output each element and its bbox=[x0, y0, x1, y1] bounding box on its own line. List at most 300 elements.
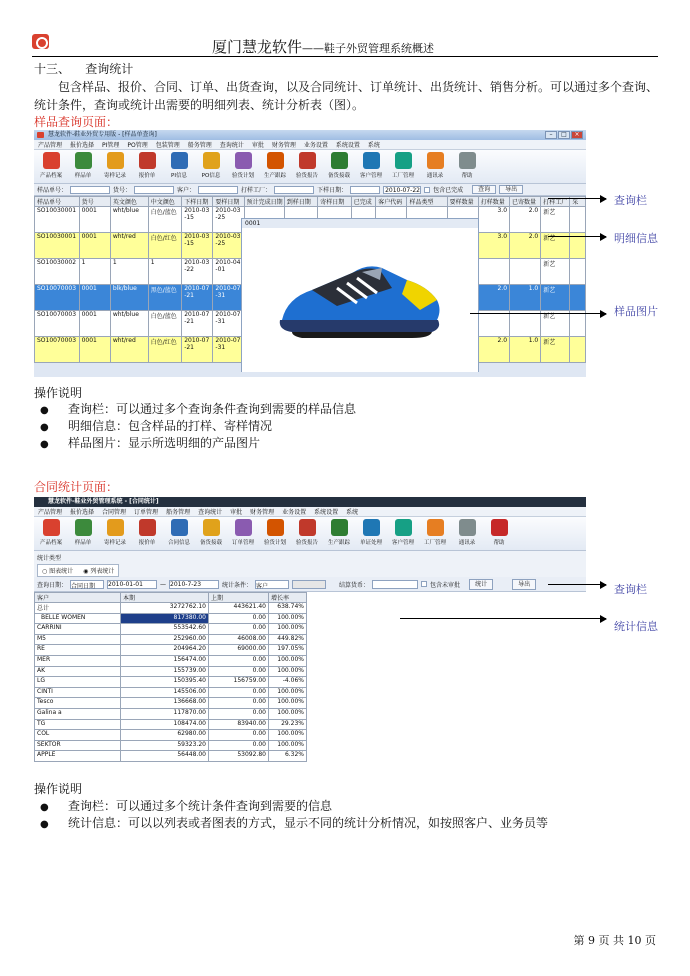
menu-item[interactable]: 系统设置 bbox=[335, 142, 360, 149]
close-button[interactable]: × bbox=[571, 131, 583, 139]
tool-icon bbox=[139, 152, 156, 169]
tool-icon bbox=[235, 152, 252, 169]
column-header[interactable]: 寄样日期 bbox=[318, 197, 351, 207]
column-header[interactable]: 要样日期 bbox=[213, 197, 244, 207]
toolbar-button[interactable] bbox=[230, 519, 256, 546]
table-cell: CARRINI bbox=[35, 624, 121, 635]
column-header[interactable]: 到样日期 bbox=[284, 197, 317, 207]
table-cell: 2010-03-15 bbox=[182, 233, 213, 259]
toolbar-button[interactable] bbox=[166, 152, 192, 179]
table-cell: 59323.20 bbox=[121, 740, 209, 751]
toolbar-button[interactable] bbox=[358, 519, 384, 546]
tool-label: 样品单 bbox=[74, 540, 92, 546]
table-cell bbox=[478, 311, 509, 337]
note-item: ● 统计信息：可以以列表或者图表的方式，显示不同的统计分析情况，如按照客户、业务员等 bbox=[34, 815, 548, 832]
toolbar-button[interactable] bbox=[262, 152, 288, 179]
menu-item[interactable]: 系统设置 bbox=[314, 509, 339, 516]
maximize-button[interactable]: □ bbox=[558, 131, 570, 139]
page-footer: 第 9 页 共 10 页 bbox=[573, 934, 656, 947]
currency-select[interactable] bbox=[372, 580, 418, 589]
column-header[interactable]: 打样工厂 bbox=[541, 197, 570, 207]
note-item: ● 样品图片：显示所选明细的产品图片 bbox=[34, 435, 356, 452]
query-button[interactable]: 查询 bbox=[472, 185, 496, 194]
table-cell: 3.0 bbox=[478, 233, 509, 259]
table-row[interactable] bbox=[35, 666, 307, 677]
list-stat-radio[interactable]: ◉ 列表统计 bbox=[83, 568, 115, 575]
date-to-input[interactable]: 2010-7-23 bbox=[169, 580, 219, 589]
table-cell: 100.00% bbox=[269, 698, 307, 709]
toolbar-button[interactable] bbox=[454, 152, 480, 179]
tool-icon bbox=[139, 519, 156, 536]
table-cell: 2010-03-25 bbox=[213, 207, 244, 233]
table-cell: 0.00 bbox=[209, 655, 269, 666]
table-row[interactable] bbox=[35, 708, 307, 719]
table-cell: 新艺 bbox=[541, 207, 570, 233]
table-cell: 白色/红色 bbox=[148, 233, 181, 259]
table-cell: 817380.00 bbox=[121, 613, 209, 624]
table-cell: 156759.00 bbox=[209, 677, 269, 688]
column-header[interactable]: 样品单号 bbox=[35, 197, 80, 207]
table-cell: CINTI bbox=[35, 687, 121, 698]
toolbar-button[interactable] bbox=[134, 152, 160, 179]
tool-icon bbox=[491, 519, 508, 536]
stat-type-panel bbox=[34, 551, 586, 577]
tool-icon bbox=[267, 519, 284, 536]
note-item: ● 查询栏：可以通过多个查询条件查询到需要的样品信息 bbox=[34, 401, 356, 418]
note-item: ● 查询栏：可以通过多个统计条件查询到需要的信息 bbox=[34, 798, 548, 815]
toolbar-button[interactable] bbox=[358, 152, 384, 179]
item-no-input[interactable] bbox=[134, 186, 174, 194]
shoe-image bbox=[242, 228, 478, 372]
menu-item[interactable]: 财务管理 bbox=[250, 509, 275, 516]
tool-label: 验货报告 bbox=[295, 173, 318, 179]
menu-item[interactable]: 查询统计 bbox=[219, 142, 244, 149]
tool-label: 合同信息 bbox=[167, 540, 190, 546]
table-cell: SO10070003 bbox=[35, 311, 80, 337]
tool-icon bbox=[203, 519, 220, 536]
condition-select[interactable]: 客户 bbox=[255, 580, 289, 589]
toolbar-button[interactable] bbox=[454, 519, 480, 546]
column-header[interactable]: 下样日期 bbox=[182, 197, 213, 207]
table-cell: 136668.00 bbox=[121, 698, 209, 709]
date-from-input[interactable]: 2010-01-01 bbox=[107, 580, 157, 589]
table-cell: 0001 bbox=[79, 311, 110, 337]
table-cell: 2010-07-31 bbox=[213, 285, 244, 311]
table-cell: 0.00 bbox=[209, 687, 269, 698]
table-cell: 29.23% bbox=[269, 719, 307, 730]
tool-icon bbox=[43, 152, 60, 169]
table-cell: 46008.00 bbox=[209, 634, 269, 645]
table-cell: 2.0 bbox=[478, 285, 509, 311]
unapproved-checkbox[interactable] bbox=[421, 581, 427, 587]
table-cell: 1 bbox=[148, 259, 181, 285]
app-icon bbox=[37, 132, 44, 138]
table-cell: 156474.00 bbox=[121, 655, 209, 666]
table-cell: 新艺 bbox=[541, 337, 570, 363]
table-cell: 3272762.10 bbox=[121, 603, 209, 614]
column-header[interactable]: 上期 bbox=[209, 593, 269, 603]
tool-label: PI信息 bbox=[171, 173, 187, 179]
column-header[interactable]: 本期 bbox=[121, 593, 209, 603]
chart-stat-radio[interactable]: ○ 图表统计 bbox=[42, 568, 74, 575]
menu-item[interactable]: 审批 bbox=[251, 142, 264, 149]
table-cell: M5 bbox=[35, 634, 121, 645]
menu-item[interactable]: 审批 bbox=[230, 509, 243, 516]
table-cell: 黑色/蓝色 bbox=[148, 285, 181, 311]
table-cell: 白色/蓝色 bbox=[148, 311, 181, 337]
table-cell: 新艺 bbox=[541, 285, 570, 311]
tool-label: 单证处理 bbox=[359, 540, 382, 546]
table-row[interactable] bbox=[35, 719, 307, 730]
table-cell: blk/blue bbox=[110, 285, 148, 311]
toolbar-button[interactable] bbox=[390, 519, 416, 546]
popup-title: 0001 bbox=[242, 219, 478, 228]
table-cell: wht/red bbox=[110, 337, 148, 363]
tool-label: 生产跟踪 bbox=[327, 540, 350, 546]
condition-value-select[interactable] bbox=[292, 580, 326, 589]
table-cell: LG bbox=[35, 677, 121, 688]
tool-icon bbox=[459, 519, 476, 536]
table-cell: 1 bbox=[110, 259, 148, 285]
contract-stat-window bbox=[34, 497, 586, 772]
toolbar-button[interactable] bbox=[38, 152, 64, 179]
tool-label: 客户管理 bbox=[391, 540, 414, 546]
tool-label: 产品档案 bbox=[39, 540, 62, 546]
tool-label: 验货报告 bbox=[295, 540, 318, 546]
table-cell: APPLE bbox=[35, 751, 121, 762]
menu-item[interactable]: 产品管理 bbox=[38, 509, 63, 516]
toolbar-button[interactable] bbox=[390, 152, 416, 179]
table-cell: 56448.00 bbox=[121, 751, 209, 762]
table-cell: 100.00% bbox=[269, 655, 307, 666]
table-row[interactable] bbox=[35, 645, 307, 656]
tool-icon bbox=[363, 152, 380, 169]
toolbar-button[interactable] bbox=[70, 519, 96, 546]
table-cell: 0001 bbox=[79, 285, 110, 311]
table-row[interactable] bbox=[35, 740, 307, 751]
tool-icon bbox=[331, 519, 348, 536]
header-rule bbox=[32, 56, 658, 57]
toolbar-button[interactable] bbox=[422, 519, 448, 546]
table-cell: TG bbox=[35, 719, 121, 730]
table-cell: 2.0 bbox=[478, 337, 509, 363]
menu-item[interactable]: 船务管理 bbox=[187, 142, 212, 149]
toolbar-button[interactable] bbox=[262, 519, 288, 546]
table-cell: 2010-03-25 bbox=[213, 233, 244, 259]
contract-heading: 合同统计页面： bbox=[34, 480, 119, 494]
tool-label: 报价单 bbox=[138, 540, 156, 546]
table-cell: Galina a bbox=[35, 708, 121, 719]
table-cell: RE bbox=[35, 645, 121, 656]
toolbar bbox=[34, 517, 586, 551]
table-row[interactable] bbox=[35, 603, 307, 614]
table-cell: 638.74% bbox=[269, 603, 307, 614]
tool-label: 帮助 bbox=[493, 540, 505, 546]
table-cell: 6.32% bbox=[269, 751, 307, 762]
menu-bar bbox=[34, 507, 586, 517]
table-cell: AK bbox=[35, 666, 121, 677]
table-cell: 白色/蓝色 bbox=[148, 207, 181, 233]
column-header[interactable]: 客户 bbox=[35, 593, 121, 603]
menu-item[interactable]: 系统 bbox=[346, 509, 359, 516]
toolbar-button[interactable] bbox=[70, 152, 96, 179]
tool-icon bbox=[299, 519, 316, 536]
menu-item[interactable]: 查询统计 bbox=[198, 509, 223, 516]
table-cell bbox=[510, 311, 541, 337]
menu-bar bbox=[34, 140, 586, 150]
menu-item[interactable]: 业务设置 bbox=[282, 509, 307, 516]
toolbar-button[interactable] bbox=[102, 152, 128, 179]
sample-heading: 样品查询页面： bbox=[34, 115, 119, 129]
sample-notes-list bbox=[34, 401, 356, 452]
menu-item[interactable]: 船务管理 bbox=[166, 509, 191, 516]
tool-icon bbox=[203, 152, 220, 169]
table-cell: 新艺 bbox=[541, 233, 570, 259]
callout-detail: 明细信息 bbox=[614, 232, 658, 245]
sample-query-window bbox=[34, 130, 586, 377]
table-cell: COL bbox=[35, 730, 121, 741]
toolbar-button[interactable] bbox=[198, 519, 224, 546]
company-name: 厦门慧龙软件 bbox=[212, 38, 303, 56]
table-cell: 197.05% bbox=[269, 645, 307, 656]
menu-item[interactable]: 系统 bbox=[367, 142, 380, 149]
callout-query-bar: 查询栏 bbox=[614, 194, 647, 207]
toolbar-button[interactable] bbox=[326, 152, 352, 179]
menu-item[interactable]: 包装管理 bbox=[155, 142, 180, 149]
menu-item[interactable]: 财务管理 bbox=[271, 142, 296, 149]
contract-stat-table bbox=[34, 592, 307, 762]
date-from-input[interactable] bbox=[350, 186, 380, 194]
table-cell: Tesco bbox=[35, 698, 121, 709]
tool-label: 样品单 bbox=[74, 173, 92, 179]
table-cell: SO10030001 bbox=[35, 233, 80, 259]
stat-button[interactable]: 统计 bbox=[469, 579, 493, 590]
column-header[interactable]: 货号 bbox=[79, 197, 110, 207]
table-cell: 2010-03-15 bbox=[182, 207, 213, 233]
column-header[interactable]: 样品类型 bbox=[407, 197, 447, 207]
column-header[interactable]: 已完成 bbox=[351, 197, 376, 207]
table-cell: 83940.00 bbox=[209, 719, 269, 730]
table-cell: 100.00% bbox=[269, 613, 307, 624]
table-row[interactable] bbox=[35, 751, 307, 762]
table-cell: 0.00 bbox=[209, 708, 269, 719]
table-cell: 62980.00 bbox=[121, 730, 209, 741]
tool-label: 备货接载 bbox=[327, 173, 350, 179]
callout-arrow bbox=[548, 584, 606, 585]
table-cell: 2010-04-01 bbox=[213, 259, 244, 285]
table-cell: 2010-07-31 bbox=[213, 311, 244, 337]
table-row[interactable] bbox=[35, 730, 307, 741]
toolbar-button[interactable] bbox=[102, 519, 128, 546]
table-cell: 新艺 bbox=[541, 311, 570, 337]
column-header[interactable]: 增长率 bbox=[269, 593, 307, 603]
include-done-checkbox[interactable] bbox=[424, 187, 430, 193]
toolbar-button[interactable] bbox=[422, 152, 448, 179]
callout-arrow bbox=[470, 313, 606, 314]
query-bar: 查询日期： 合同日期 2010-01-01 — 2010-7-23 统计条件： 客户 结算货币： 包含未审批 统计 导出 bbox=[34, 577, 586, 592]
table-cell: 150395.40 bbox=[121, 677, 209, 688]
table-cell: 1.0 bbox=[510, 337, 541, 363]
table-cell: 0001 bbox=[79, 207, 110, 233]
table-cell: MER bbox=[35, 655, 121, 666]
minimize-button[interactable]: – bbox=[545, 131, 557, 139]
factory-select[interactable] bbox=[274, 186, 314, 194]
column-header[interactable]: 打样数量 bbox=[478, 197, 509, 207]
notes-title: 操作说明 bbox=[34, 782, 83, 796]
menu-item[interactable]: PI管理 bbox=[102, 142, 120, 149]
header-subtitle: ——鞋子外贸管理系统概述 bbox=[302, 42, 435, 55]
column-header[interactable]: 英文颜色 bbox=[110, 197, 148, 207]
table-cell: 0.00 bbox=[209, 740, 269, 751]
callout-arrow bbox=[400, 618, 606, 619]
table-cell bbox=[478, 259, 509, 285]
tool-label: 产品档案 bbox=[39, 173, 62, 179]
tool-label: 工厂管理 bbox=[423, 540, 446, 546]
column-header[interactable]: 预计完成日期 bbox=[244, 197, 284, 207]
menu-item[interactable]: 报价选择 bbox=[70, 142, 95, 149]
sample-no-input[interactable] bbox=[70, 186, 110, 194]
table-row[interactable] bbox=[35, 655, 307, 666]
column-header[interactable]: 要样数量 bbox=[447, 197, 478, 207]
menu-item[interactable]: 业务设置 bbox=[303, 142, 328, 149]
table-cell: 0.00 bbox=[209, 613, 269, 624]
tool-label: 通讯录 bbox=[426, 173, 444, 179]
contract-notes-list bbox=[34, 798, 548, 832]
notes-title: 操作说明 bbox=[34, 386, 83, 400]
table-cell: 2010-07-31 bbox=[213, 337, 244, 363]
table-cell: 443621.40 bbox=[209, 603, 269, 614]
table-cell: 117870.00 bbox=[121, 708, 209, 719]
table-cell: SO10030002 bbox=[35, 259, 80, 285]
table-cell: SO10070003 bbox=[35, 285, 80, 311]
tool-label: 生产跟踪 bbox=[263, 173, 286, 179]
table-cell: 0.00 bbox=[209, 624, 269, 635]
column-header[interactable]: 客户代码 bbox=[376, 197, 407, 207]
section-title: 十三、 查询统计 bbox=[34, 62, 134, 76]
table-cell: wht/blue bbox=[110, 207, 148, 233]
tool-icon bbox=[107, 519, 124, 536]
table-cell: 155739.00 bbox=[121, 666, 209, 677]
table-cell: 2010-03-22 bbox=[182, 259, 213, 285]
toolbar-button[interactable] bbox=[230, 152, 256, 179]
tool-label: 报价单 bbox=[138, 173, 156, 179]
callout-query-bar: 查询栏 bbox=[614, 583, 647, 596]
toolbar-button[interactable] bbox=[486, 519, 512, 546]
table-cell: 53092.80 bbox=[209, 751, 269, 762]
customer-select[interactable] bbox=[198, 186, 238, 194]
table-cell: 100.00% bbox=[269, 624, 307, 635]
tool-label: 客户管理 bbox=[359, 173, 382, 179]
tool-icon bbox=[427, 519, 444, 536]
note-item: ● 明细信息：包含样品的打样、寄样情况 bbox=[34, 418, 356, 435]
table-cell: 108474.00 bbox=[121, 719, 209, 730]
table-row[interactable] bbox=[35, 677, 307, 688]
tool-icon bbox=[459, 152, 476, 169]
page-header bbox=[212, 36, 434, 57]
menu-item[interactable]: 合同管理 bbox=[102, 509, 127, 516]
menu-item[interactable]: PO管理 bbox=[127, 142, 148, 149]
tool-icon bbox=[43, 519, 60, 536]
menu-item[interactable]: 产品管理 bbox=[38, 142, 63, 149]
table-row[interactable] bbox=[35, 698, 307, 709]
tool-label: 寄样记录 bbox=[103, 173, 126, 179]
column-header[interactable]: 已寄数量 bbox=[510, 197, 541, 207]
table-cell: 2010-07-21 bbox=[182, 337, 213, 363]
tool-icon bbox=[75, 152, 92, 169]
callout-image: 样品图片 bbox=[614, 305, 658, 318]
toolbar-button[interactable] bbox=[294, 152, 320, 179]
toolbar-button[interactable] bbox=[38, 519, 64, 546]
tool-icon bbox=[107, 152, 124, 169]
date-to-input[interactable]: 2010-07-22 bbox=[385, 186, 420, 194]
table-cell: 3.0 bbox=[478, 207, 509, 233]
table-row[interactable] bbox=[35, 613, 307, 624]
tool-label: 验货计划 bbox=[263, 540, 286, 546]
table-cell: 2010-07-21 bbox=[182, 285, 213, 311]
table-cell: 0.00 bbox=[209, 730, 269, 741]
table-cell: 2.0 bbox=[510, 207, 541, 233]
tool-icon bbox=[331, 152, 348, 169]
company-logo bbox=[32, 34, 49, 49]
table-cell: SO10030001 bbox=[35, 207, 80, 233]
table-row[interactable] bbox=[35, 687, 307, 698]
menu-item[interactable]: 报价选择 bbox=[70, 509, 95, 516]
toolbar-button[interactable] bbox=[134, 519, 160, 546]
table-cell: 0.00 bbox=[209, 666, 269, 677]
table-cell: 1.0 bbox=[510, 285, 541, 311]
table-cell bbox=[510, 259, 541, 285]
table-row[interactable] bbox=[35, 624, 307, 635]
table-cell: 204964.20 bbox=[121, 645, 209, 656]
table-row[interactable] bbox=[35, 634, 307, 645]
table-cell: 100.00% bbox=[269, 708, 307, 719]
table-cell: -4.06% bbox=[269, 677, 307, 688]
tool-label: 寄样记录 bbox=[103, 540, 126, 546]
table-cell: 0.00 bbox=[209, 698, 269, 709]
table-cell: 553542.60 bbox=[121, 624, 209, 635]
export-button[interactable]: 导出 bbox=[499, 185, 523, 194]
table-cell: 252960.00 bbox=[121, 634, 209, 645]
export-button[interactable]: 导出 bbox=[512, 579, 536, 590]
date-type-select[interactable]: 合同日期 bbox=[70, 580, 104, 589]
column-header[interactable]: 中文颜色 bbox=[148, 197, 181, 207]
table-cell: 145506.00 bbox=[121, 687, 209, 698]
tool-icon bbox=[427, 152, 444, 169]
table-cell: 2.0 bbox=[510, 233, 541, 259]
table-cell: 总计 bbox=[35, 603, 121, 614]
toolbar-button[interactable] bbox=[166, 519, 192, 546]
table-cell: wht/blue bbox=[110, 311, 148, 337]
sample-image-popup bbox=[241, 218, 479, 372]
table-cell: 新艺 bbox=[541, 259, 570, 285]
table-cell: BELLE WOMEN bbox=[35, 613, 121, 624]
table-cell: 0001 bbox=[79, 337, 110, 363]
toolbar-button[interactable] bbox=[326, 519, 352, 546]
tool-icon bbox=[171, 152, 188, 169]
callout-arrow bbox=[548, 236, 606, 237]
toolbar-button[interactable] bbox=[294, 519, 320, 546]
tool-icon bbox=[171, 519, 188, 536]
table-cell: 0001 bbox=[79, 233, 110, 259]
tool-icon bbox=[363, 519, 380, 536]
toolbar-button[interactable] bbox=[198, 152, 224, 179]
tool-label: 订单管理 bbox=[231, 540, 254, 546]
menu-item[interactable]: 订单管理 bbox=[134, 509, 159, 516]
toolbar bbox=[34, 150, 586, 184]
column-header[interactable]: 采 bbox=[570, 197, 586, 207]
tool-label: 通讯录 bbox=[458, 540, 476, 546]
tool-label: 备货接载 bbox=[199, 540, 222, 546]
